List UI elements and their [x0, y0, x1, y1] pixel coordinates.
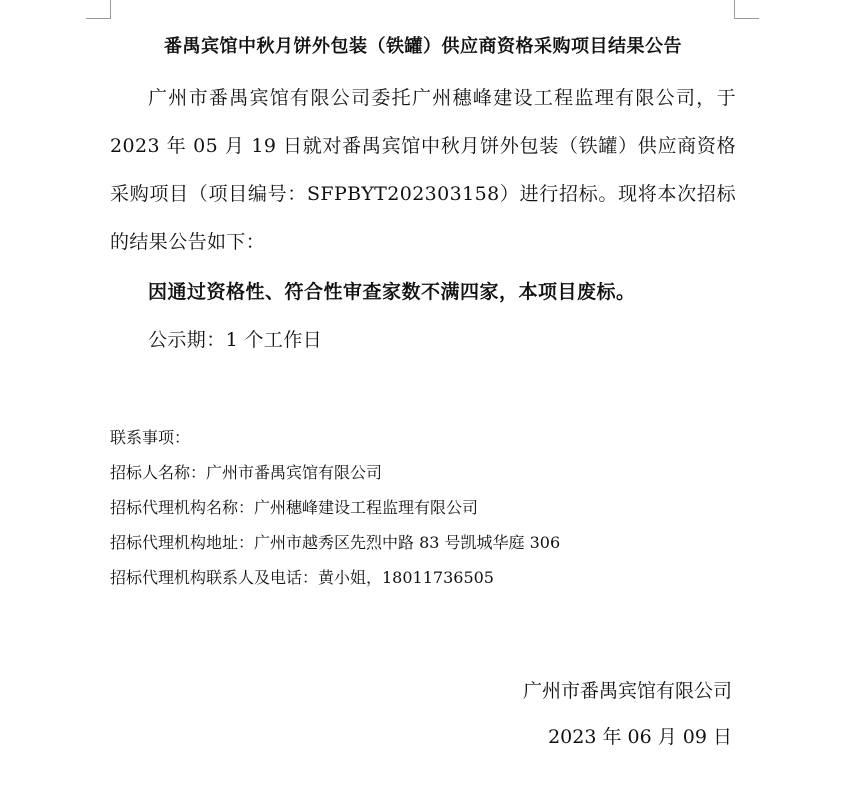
contact-line-agency-address: 招标代理机构地址：广州市越秀区先烈中路 83 号凯城华庭 306: [110, 533, 561, 552]
document-body: [110, 74, 736, 364]
signature-organization: 广州市番禺宾馆有限公司: [522, 680, 732, 702]
paragraph-announcement: 广州市番禺宾馆有限公司委托广州穗峰建设工程监理有限公司，于 2023 年 05 月 19 日就对番禺宾馆中秋月饼外包装（铁罐）供应商资格采购项目（项目编号：SFPBYT202303158）进行招标。现将本次招标的结果公告如下：: [110, 87, 736, 253]
contact-section: [110, 420, 750, 595]
page-crop-mark-top-left: [86, 0, 111, 19]
contact-heading: 联系事项：: [110, 428, 191, 447]
paragraph-publicity-period: 公示期：1 个工作日: [148, 329, 323, 351]
contact-line-agency-contact: 招标代理机构联系人及电话：黄小姐，18011736505: [110, 568, 494, 587]
document-title: 番禺宾馆中秋月饼外包装（铁罐）供应商资格采购项目结果公告: [164, 36, 682, 57]
paragraph-result: 因通过资格性、符合性审查家数不满四家，本项目废标。: [148, 281, 636, 303]
signature-date: 2023 年 06 月 09 日: [548, 726, 732, 748]
page-crop-mark-top-right: [734, 0, 759, 19]
contact-line-tenderer: 招标人名称：广州市番禺宾馆有限公司: [110, 463, 383, 482]
signature-block: [523, 668, 732, 760]
contact-line-agency-name: 招标代理机构名称：广州穗峰建设工程监理有限公司: [110, 498, 479, 517]
